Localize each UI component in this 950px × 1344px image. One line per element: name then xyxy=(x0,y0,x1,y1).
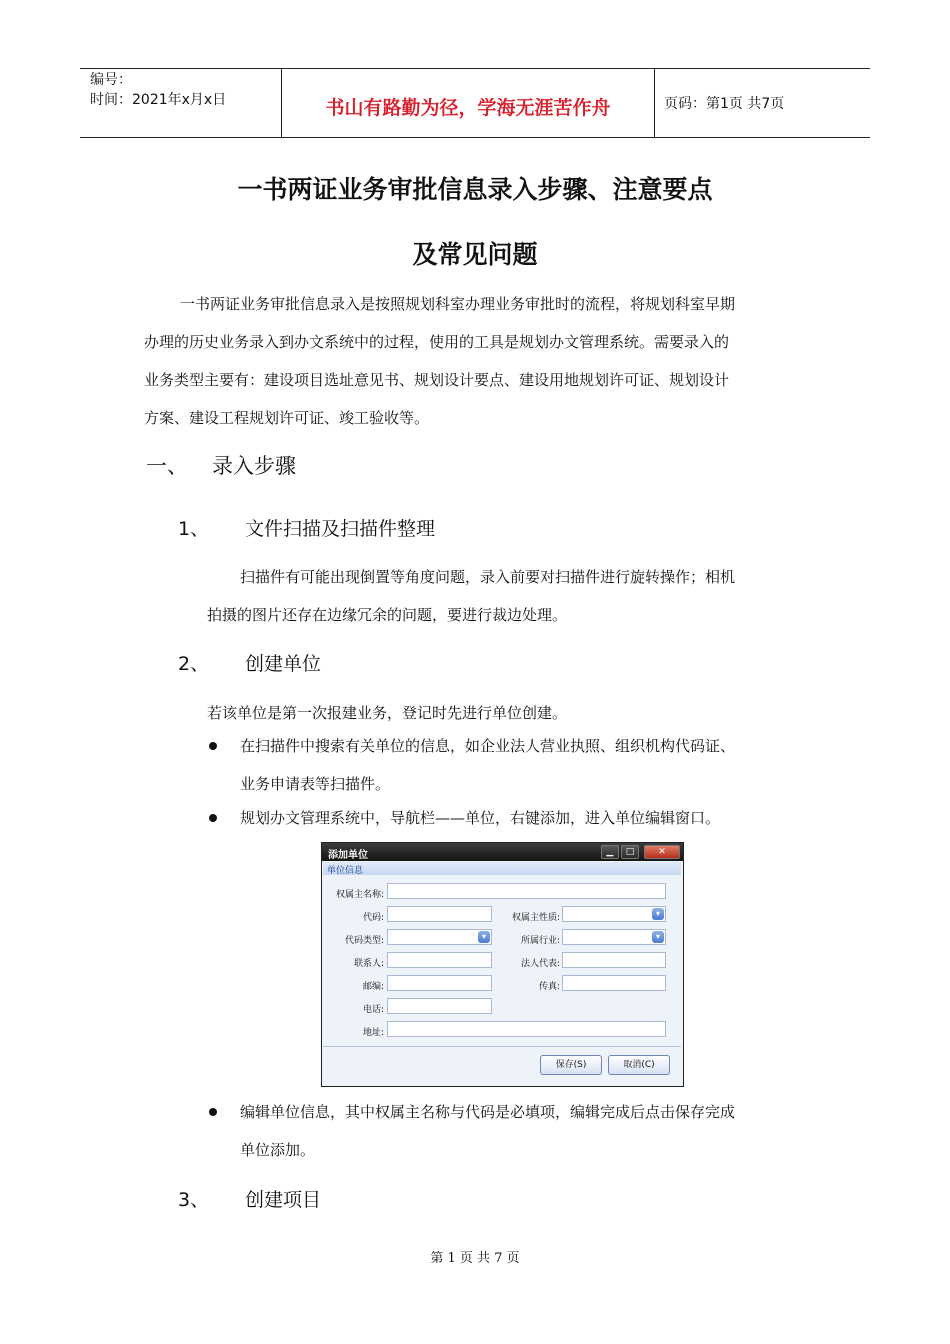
chevron-down-icon[interactable]: ▾ xyxy=(652,931,664,943)
contact-label: 联系人: xyxy=(353,959,384,969)
step-3-title: 创建项目 xyxy=(245,1189,322,1211)
owner-name-label: 权属主名称: xyxy=(335,890,384,900)
fax-label: 传真: xyxy=(538,982,560,992)
unit-info-section xyxy=(323,862,681,875)
add-unit-dialog xyxy=(321,842,684,1087)
owner-type-select[interactable] xyxy=(562,906,666,922)
step-2-title: 创建单位 xyxy=(245,653,322,675)
save-button[interactable]: 保存(S) xyxy=(540,1055,602,1075)
bullet-icon xyxy=(209,1108,217,1116)
intro-line-2: 办理的历史业务录入到办文系统中的过程，使用的工具是规划办文管理系统。需要录入的 xyxy=(144,333,730,351)
address-input[interactable] xyxy=(387,1021,666,1037)
section-1-title: 录入步骤 xyxy=(212,454,296,478)
owner-name-input[interactable] xyxy=(387,883,666,899)
cancel-button[interactable]: 取消(C) xyxy=(608,1055,670,1075)
code-type-label: 代码类型: xyxy=(344,936,384,946)
fax-input[interactable] xyxy=(562,975,666,991)
dialog-titlebar[interactable] xyxy=(322,843,683,861)
minimize-icon[interactable]: ▁ xyxy=(601,845,619,859)
chevron-down-icon[interactable]: ▾ xyxy=(478,931,490,943)
step-2-bullet-3-line-2: 单位添加。 xyxy=(240,1141,316,1159)
section-1-number: 一、 xyxy=(146,454,188,478)
header-meta-cell xyxy=(80,69,280,137)
step-2-bullet-1-line-1: 在扫描件中搜索有关单位的信息，如企业法人营业执照、组织机构代码证、 xyxy=(240,737,736,755)
step-1-number: 1、 xyxy=(178,518,210,540)
unit-info-section-label: 单位信息 xyxy=(327,866,364,876)
header-page-cell xyxy=(654,69,870,137)
legal-rep-input[interactable] xyxy=(562,952,666,968)
document-title-line2: 及常见问题 xyxy=(412,240,538,269)
industry-select[interactable] xyxy=(562,929,666,945)
page-header xyxy=(80,68,870,138)
industry-label: 所属行业: xyxy=(520,936,560,946)
intro-line-1: 一书两证业务审批信息录入是按照规划科室办理业务审批时的流程，将规划科室早期 xyxy=(180,295,736,313)
step-2-bullet-2: 规划办文管理系统中，导航栏——单位，右键添加，进入单位编辑窗口。 xyxy=(240,809,721,827)
header-motto: 书山有路勤为径，学海无涯苦作舟 xyxy=(325,97,611,119)
header-motto-cell xyxy=(281,69,655,137)
step-1-title: 文件扫描及扫描件整理 xyxy=(245,518,436,540)
postcode-label: 邮编: xyxy=(362,982,384,992)
step-1-line-2: 拍摄的图片还存在边缘冗余的问题，要进行裁边处理。 xyxy=(207,606,568,624)
phone-label: 电话: xyxy=(362,1005,384,1015)
step-2-number: 2、 xyxy=(178,653,210,675)
step-2-bullet-1-line-2: 业务申请表等扫描件。 xyxy=(240,775,391,793)
owner-type-label: 权属主性质: xyxy=(511,913,560,923)
step-1-line-1: 扫描件有可能出现倒置等角度问题，录入前要对扫描件进行旋转操作；相机 xyxy=(240,568,736,586)
legal-rep-label: 法人代表: xyxy=(520,959,560,969)
step-2-intro: 若该单位是第一次报建业务，登记时先进行单位创建。 xyxy=(207,704,568,722)
intro-line-3: 业务类型主要有：建设项目选址意见书、规划设计要点、建设用地规划许可证、规划设计 xyxy=(144,371,730,389)
page-footer: 第 1 页 共 7 页 xyxy=(430,1251,520,1266)
bullet-icon xyxy=(209,814,217,822)
document-number-label: 编号： xyxy=(90,72,132,88)
code-label: 代码: xyxy=(362,913,384,923)
document-date-label: 时间：2021年x月x日 xyxy=(90,92,227,108)
step-3-number: 3、 xyxy=(178,1189,210,1211)
code-type-select[interactable] xyxy=(387,929,492,945)
dialog-title: 添加单位 xyxy=(328,850,368,861)
maximize-icon[interactable]: □ xyxy=(621,845,639,859)
intro-line-4: 方案、建设工程规划许可证、竣工验收等。 xyxy=(144,409,430,427)
code-input[interactable] xyxy=(387,906,492,922)
step-2-bullet-3-line-1: 编辑单位信息，其中权属主名称与代码是必填项，编辑完成后点击保存完成 xyxy=(240,1103,736,1121)
document-title-line1: 一书两证业务审批信息录入步骤、注意要点 xyxy=(237,175,713,204)
chevron-down-icon[interactable]: ▾ xyxy=(652,908,664,920)
contact-input[interactable] xyxy=(387,952,492,968)
header-page-number: 页码：第1页 共7页 xyxy=(664,96,785,112)
dialog-divider xyxy=(323,1046,681,1047)
bullet-icon xyxy=(209,742,217,750)
address-label: 地址: xyxy=(362,1028,384,1038)
postcode-input[interactable] xyxy=(387,975,492,991)
phone-input[interactable] xyxy=(387,998,492,1014)
close-icon[interactable]: ✕ xyxy=(644,845,680,859)
